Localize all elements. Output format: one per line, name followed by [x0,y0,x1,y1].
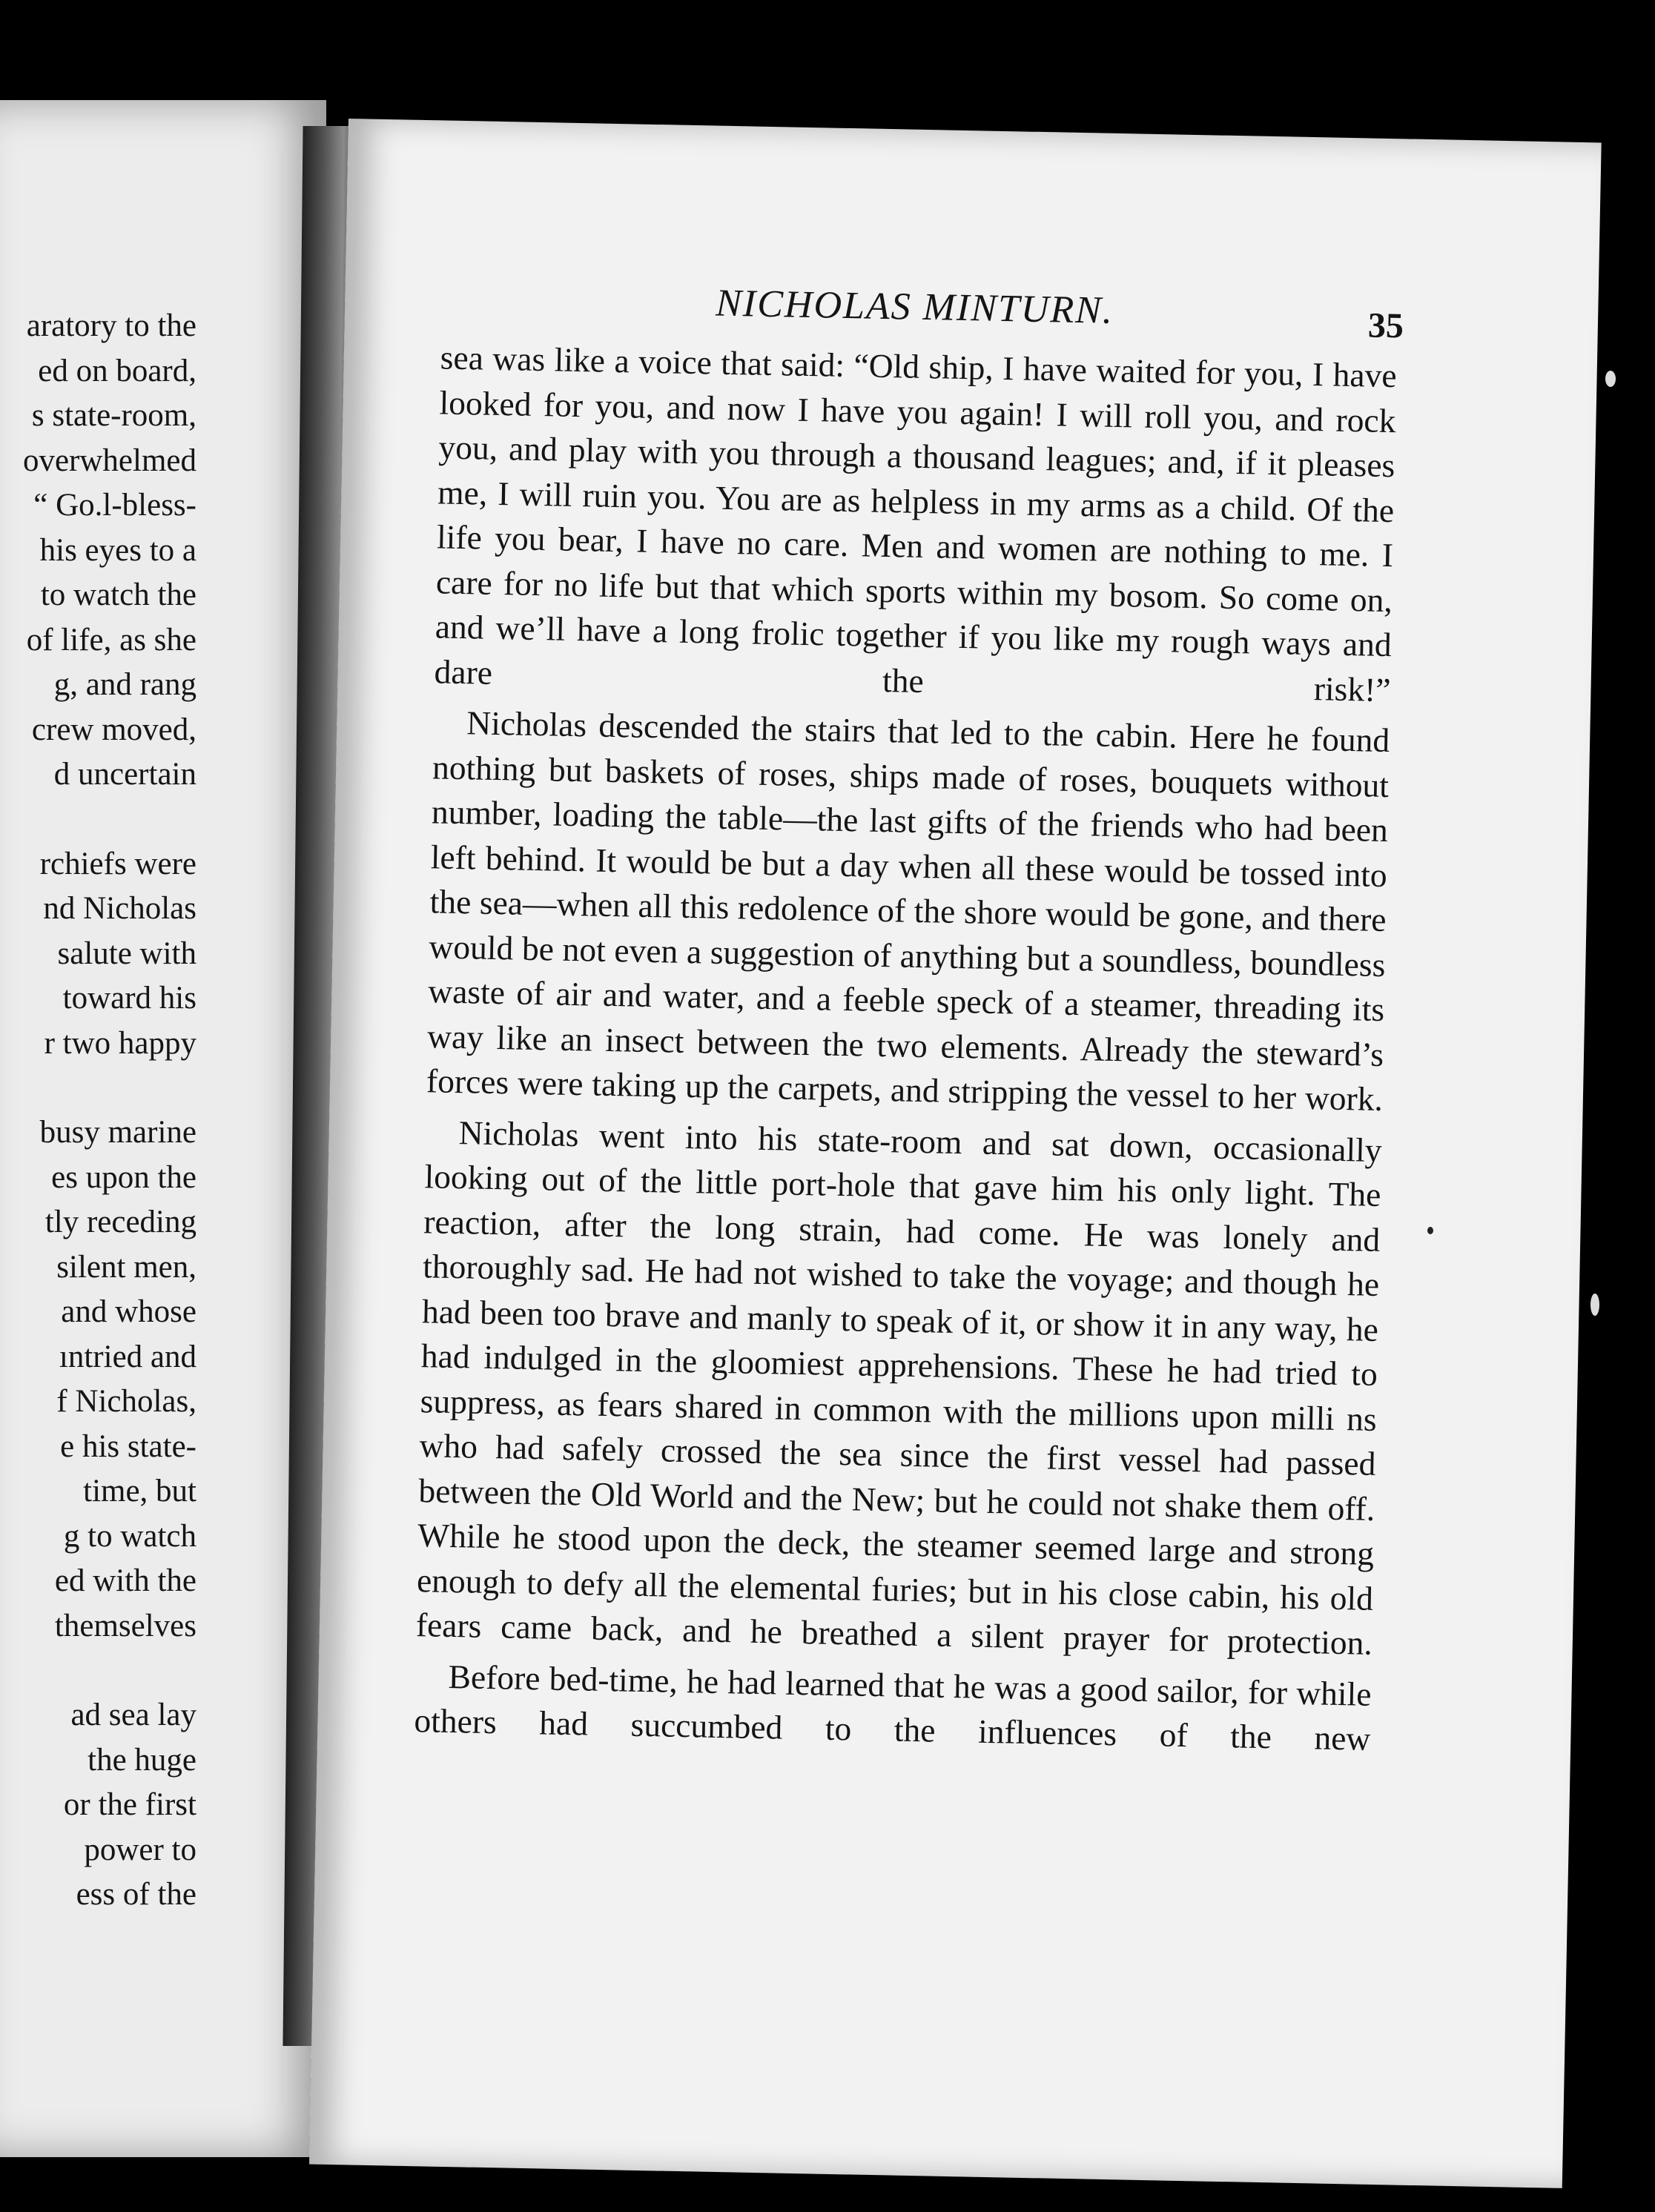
left-page-line: busy marine [39,1115,196,1150]
left-page-line: his eyes to a [39,532,196,568]
left-page-line: of life, as she [26,622,196,658]
left-page-line: tly receding [44,1205,196,1239]
left-page-line: overwhelmed [22,443,196,478]
left-page-line: themselves [54,1608,196,1643]
left-page-line: ad sea lay [70,1698,196,1732]
left-page-line: time, but [83,1474,196,1509]
left-page-line: and whose [61,1294,196,1329]
left-page-line: to watch the [40,577,196,612]
right-page [309,119,1602,2188]
left-page-line: silent men, [56,1249,196,1285]
left-page-line: power to [84,1832,196,1867]
left-page-line: crew moved, [31,712,196,747]
left-page-line: the huge [87,1742,196,1778]
running-head: NICHOLAS MINTURN. [715,282,1114,332]
left-page-line: e his state- [60,1428,196,1464]
dust-speck [1427,1227,1433,1234]
left-page-line: salute with [57,936,196,971]
left-page-line: d uncertain [53,757,196,792]
left-page-line: g, and rang [53,667,196,702]
left-page-line: g to watch [63,1518,196,1554]
left-page-line: r two happy [44,1025,196,1061]
left-page-line: nd Nicholas [43,891,196,926]
page-number: 35 [1367,305,1404,346]
left-page-line: ed on board, [38,353,196,388]
dust-speck [1605,371,1616,387]
left-page-line: or the first [63,1787,196,1822]
left-page-line: ıntried and [59,1339,196,1374]
paragraph: sea was like a voice that said: “Old ship, I have waited for you, I have looked for you, and now I have you again! I will roll you, and rock you, and play with you through a thousand leagues; and, if it pleases me, I will ruin you. You are as helpless in my arms as a child. Of the life you bear, I have no care. Men and women are nothing to me. I care for no life but that which sports within my bosom. So come on, and we’ll have a long frolic together if you like my rough ways and dare the risk!” [434,338,1398,709]
left-page-line: f Nicholas, [56,1384,196,1419]
left-page-line: ess of the [76,1877,196,1912]
left-page-line: rchiefs were [39,846,196,881]
paragraph: Nicholas went into his state-room and sat down, occasionally looking out of the little port-hole that gave him his only light. The reaction, after the long strain, had come. He was lonely and thoroughly sad. He had not wished to take the voyage; and though he had been too brave and manly to speak of it, or show it in any way, he had indulged in the gloomiest apprehensions. These he had tried to suppress, as fears shared in common with the millions upon milli ns who had safely crossed the sea since the first vessel had passed between the Old World and the New; but he could not shake them off. While he stood upon the deck, the steamer seemed large and strong enough to defy all the elemental furies; but in his close cabin, his old fears came back, and he breathed a silent prayer for protection. [415,1113,1383,1662]
left-page-line: s state-room, [31,398,196,433]
left-page-line: toward his [62,981,196,1016]
dust-speck [1590,1294,1599,1316]
paragraph: Nicholas descended the stairs that led to the cabin. Here he found nothing but baskets of roses, ships made of roses, bouquets without number, loading the table—the last gifts of the friends who had been left behind. It would be but a day when all these would be tossed into the sea—when all this redolence of the shore would be gone, and there would be not even a suggestion of anything but a soundless, boundless waste of air and water, and a feeble speck of a steamer, threading its way like an insect between the two elements. Already the steward’s forces were taking up the carpets, and stripping the vessel to her work. [426,703,1390,1119]
left-page [0,100,326,2157]
left-page-line: ed with the [54,1563,196,1598]
paragraph: Before bed-time, he had learned that he was a good sailor, for while others had succumbed to the influences of the new [414,1657,1372,1758]
left-page-line: es upon the [51,1159,196,1195]
left-page-line: aratory to the [26,308,196,343]
left-page-line: “ Go.l-bless- [33,488,196,523]
body-text [414,335,1397,1761]
